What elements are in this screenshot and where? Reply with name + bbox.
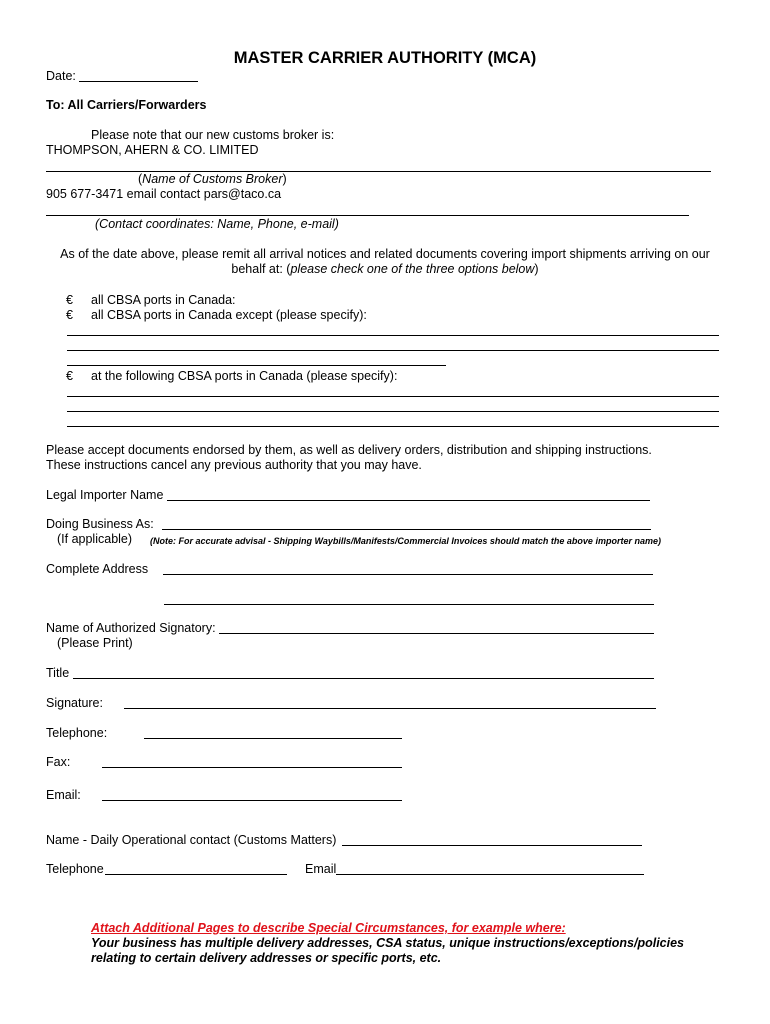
option-2-line-2[interactable] <box>67 350 719 351</box>
contact-line <box>46 215 689 216</box>
doing-business-label: Doing Business As: <box>46 517 154 531</box>
remit-suffix: ) <box>534 262 539 276</box>
broker-contact: 905 677-3471 email contact pars@taco.ca <box>46 187 282 201</box>
option-3-label: at the following CBSA ports in Canada (please specify): <box>91 369 398 383</box>
telephone-label: Telephone: <box>46 726 108 740</box>
dba-note: (Note: For accurate advisal - Shipping Waybills/Manifests/Commercial Invoices should match the above importer name) <box>150 536 661 546</box>
telephone2-label: Telephone <box>46 862 104 876</box>
authorized-signatory-field[interactable] <box>219 633 654 634</box>
option-3-line-2[interactable] <box>67 411 719 412</box>
date-label: Date <box>46 69 73 83</box>
signature-label: Signature: <box>46 696 103 710</box>
if-applicable-label: (If applicable) <box>57 532 133 546</box>
accept-line-1: Please accept documents endorsed by them, as well as delivery orders, distribution and shipping instructions. <box>46 443 652 457</box>
option-1-label: all CBSA ports in Canada: <box>91 293 236 307</box>
doing-business-field[interactable] <box>162 529 651 530</box>
signature-field[interactable] <box>124 708 656 709</box>
page-title: MASTER CARRIER AUTHORITY (MCA) <box>233 49 537 67</box>
telephone-field[interactable] <box>144 738 402 739</box>
broker-name-caption: Name of Customs Broker <box>142 172 283 186</box>
remit-line-2 <box>0 262 770 277</box>
date-field[interactable] <box>79 81 198 82</box>
fax-field[interactable] <box>102 767 402 768</box>
daily-contact-label: Name - Daily Operational contact (Customs Matters) <box>46 833 337 847</box>
authorized-signatory-label: Name of Authorized Signatory: <box>46 621 216 635</box>
please-print-label: (Please Print) <box>57 636 133 650</box>
title-label: Title <box>46 666 70 680</box>
email2-label: Email <box>305 862 337 876</box>
remit-prefix: behalf at: ( <box>231 262 291 276</box>
option-2-line-1[interactable] <box>67 335 719 336</box>
legal-importer-field[interactable] <box>167 500 650 501</box>
broker-name: THOMPSON, AHERN & CO. LIMITED <box>46 143 259 157</box>
option-3-line-1[interactable] <box>67 396 719 397</box>
broker-name-caption-row: (Name of Customs Broker) <box>138 172 287 186</box>
option-3-line-3[interactable] <box>67 426 719 427</box>
attach-line-1: Your business has multiple delivery addresses, CSA status, unique instructions/exceptions/policies <box>91 936 684 950</box>
complete-address-field-1[interactable] <box>163 574 653 575</box>
legal-importer-label: Legal Importer Name <box>46 488 164 502</box>
title-field[interactable] <box>73 678 654 679</box>
complete-address-label: Complete Address <box>46 562 149 576</box>
contact-caption: (Contact coordinates: Name, Phone, e-mail) <box>95 217 339 231</box>
remit-italic: please check one of the three options below <box>290 262 535 276</box>
remit-line-1: As of the date above, please remit all arrival notices and related documents covering import shipments arriving on our <box>60 247 710 261</box>
complete-address-field-2[interactable] <box>164 604 654 605</box>
fax-label: Fax: <box>46 755 71 769</box>
attach-heading: Attach Additional Pages to describe Special Circumstances, for example where: <box>91 921 566 935</box>
option-1-checkbox[interactable]: € <box>66 293 73 307</box>
daily-contact-field[interactable] <box>342 845 642 846</box>
email-field[interactable] <box>102 800 402 801</box>
option-2-line-3[interactable] <box>67 365 446 366</box>
to-line: To: All Carriers/Forwarders <box>46 98 207 112</box>
option-3-checkbox[interactable]: € <box>66 369 73 383</box>
date-row: Date: <box>46 69 76 83</box>
option-2-checkbox[interactable]: € <box>66 308 73 322</box>
email2-field[interactable] <box>336 874 644 875</box>
intro-text: Please note that our new customs broker is: <box>91 128 335 142</box>
attach-line-2: relating to certain delivery addresses or specific ports, etc. <box>91 951 442 965</box>
accept-line-2: These instructions cancel any previous authority that you may have. <box>46 458 422 472</box>
telephone2-field[interactable] <box>105 874 287 875</box>
option-2-label: all CBSA ports in Canada except (please specify): <box>91 308 367 322</box>
email-label: Email: <box>46 788 81 802</box>
